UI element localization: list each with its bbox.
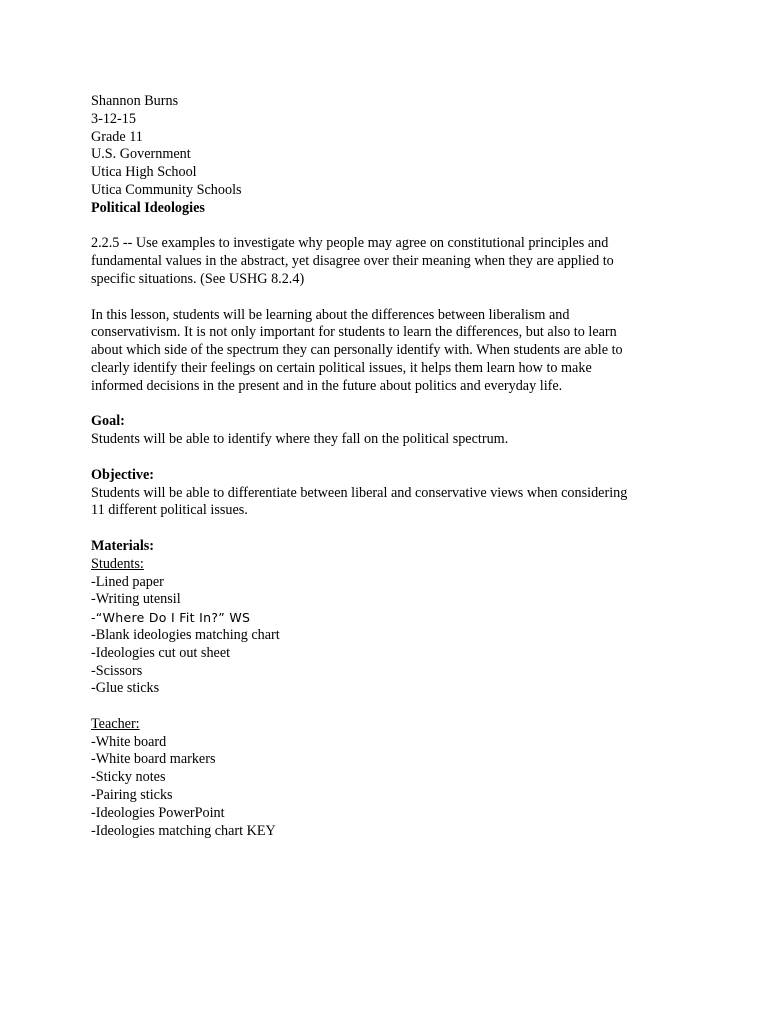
lesson-date: 3-12-15 xyxy=(91,110,136,127)
intro-line: informed decisions in the present and in the future about politics and everyday life. xyxy=(91,377,563,394)
list-item: -White board xyxy=(91,733,167,750)
objective-line: Students will be able to differentiate between liberal and conservative views when considering xyxy=(91,484,628,501)
standard-line: fundamental values in the abstract, yet disagree over their meaning when they are applied to xyxy=(91,253,614,270)
spacer xyxy=(91,396,671,414)
intro-line: conservativism. It is not only important for students to learn the differences, but also to learn xyxy=(91,324,617,341)
district-name: Utica Community Schools xyxy=(91,181,242,198)
intro-paragraph xyxy=(91,307,671,396)
materials-section xyxy=(91,538,671,841)
grade-level: Grade 11 xyxy=(91,128,143,145)
teacher-heading: Teacher: xyxy=(91,715,140,732)
objective-line: 11 different political issues. xyxy=(91,502,248,519)
lesson-title: Political Ideologies xyxy=(91,199,205,216)
list-item: -White board markers xyxy=(91,751,216,768)
school-name: Utica High School xyxy=(91,164,197,181)
list-item: -Pairing sticks xyxy=(91,787,173,804)
list-item: -Blank ideologies matching chart xyxy=(91,626,280,643)
goal-heading: Goal: xyxy=(91,413,125,430)
list-item: -Scissors xyxy=(91,662,143,679)
spacer xyxy=(91,218,671,236)
intro-line: In this lesson, students will be learning about the differences between liberalism and xyxy=(91,306,570,323)
list-item: -Glue sticks xyxy=(91,680,160,697)
list-item: -Lined paper xyxy=(91,573,164,590)
spacer xyxy=(91,698,671,716)
goal-section xyxy=(91,413,671,449)
students-heading: Students: xyxy=(91,555,144,572)
objective-section xyxy=(91,467,671,520)
intro-line: about which side of the spectrum they can personally identify with. When students are able to xyxy=(91,342,623,359)
goal-text: Students will be able to identify where they fall on the political spectrum. xyxy=(91,431,509,448)
author-name: Shannon Burns xyxy=(91,93,179,109)
intro-line: clearly identify their feelings on certain political issues, it helps them learn how to make xyxy=(91,359,592,376)
header-block xyxy=(91,93,671,218)
course-name: U.S. Government xyxy=(91,146,191,163)
list-item: -Ideologies cut out sheet xyxy=(91,644,231,661)
spacer xyxy=(91,520,671,538)
standard-line: 2.2.5 -- Use examples to investigate why people may agree on constitutional principles and xyxy=(91,235,609,252)
list-item: -Sticky notes xyxy=(91,769,166,786)
spacer xyxy=(91,449,671,467)
document-content xyxy=(91,93,671,840)
list-item: -Ideologies matching chart KEY xyxy=(91,822,276,839)
objective-heading: Objective: xyxy=(91,466,155,483)
materials-heading: Materials: xyxy=(91,537,155,554)
list-item: -Writing utensil xyxy=(91,591,181,608)
spacer xyxy=(91,289,671,307)
list-item: -“Where Do I Fit In?” WS xyxy=(91,610,251,626)
standard-paragraph xyxy=(91,235,671,288)
standard-line: specific situations. (See USHG 8.2.4) xyxy=(91,270,305,287)
list-item: -Ideologies PowerPoint xyxy=(91,804,225,821)
